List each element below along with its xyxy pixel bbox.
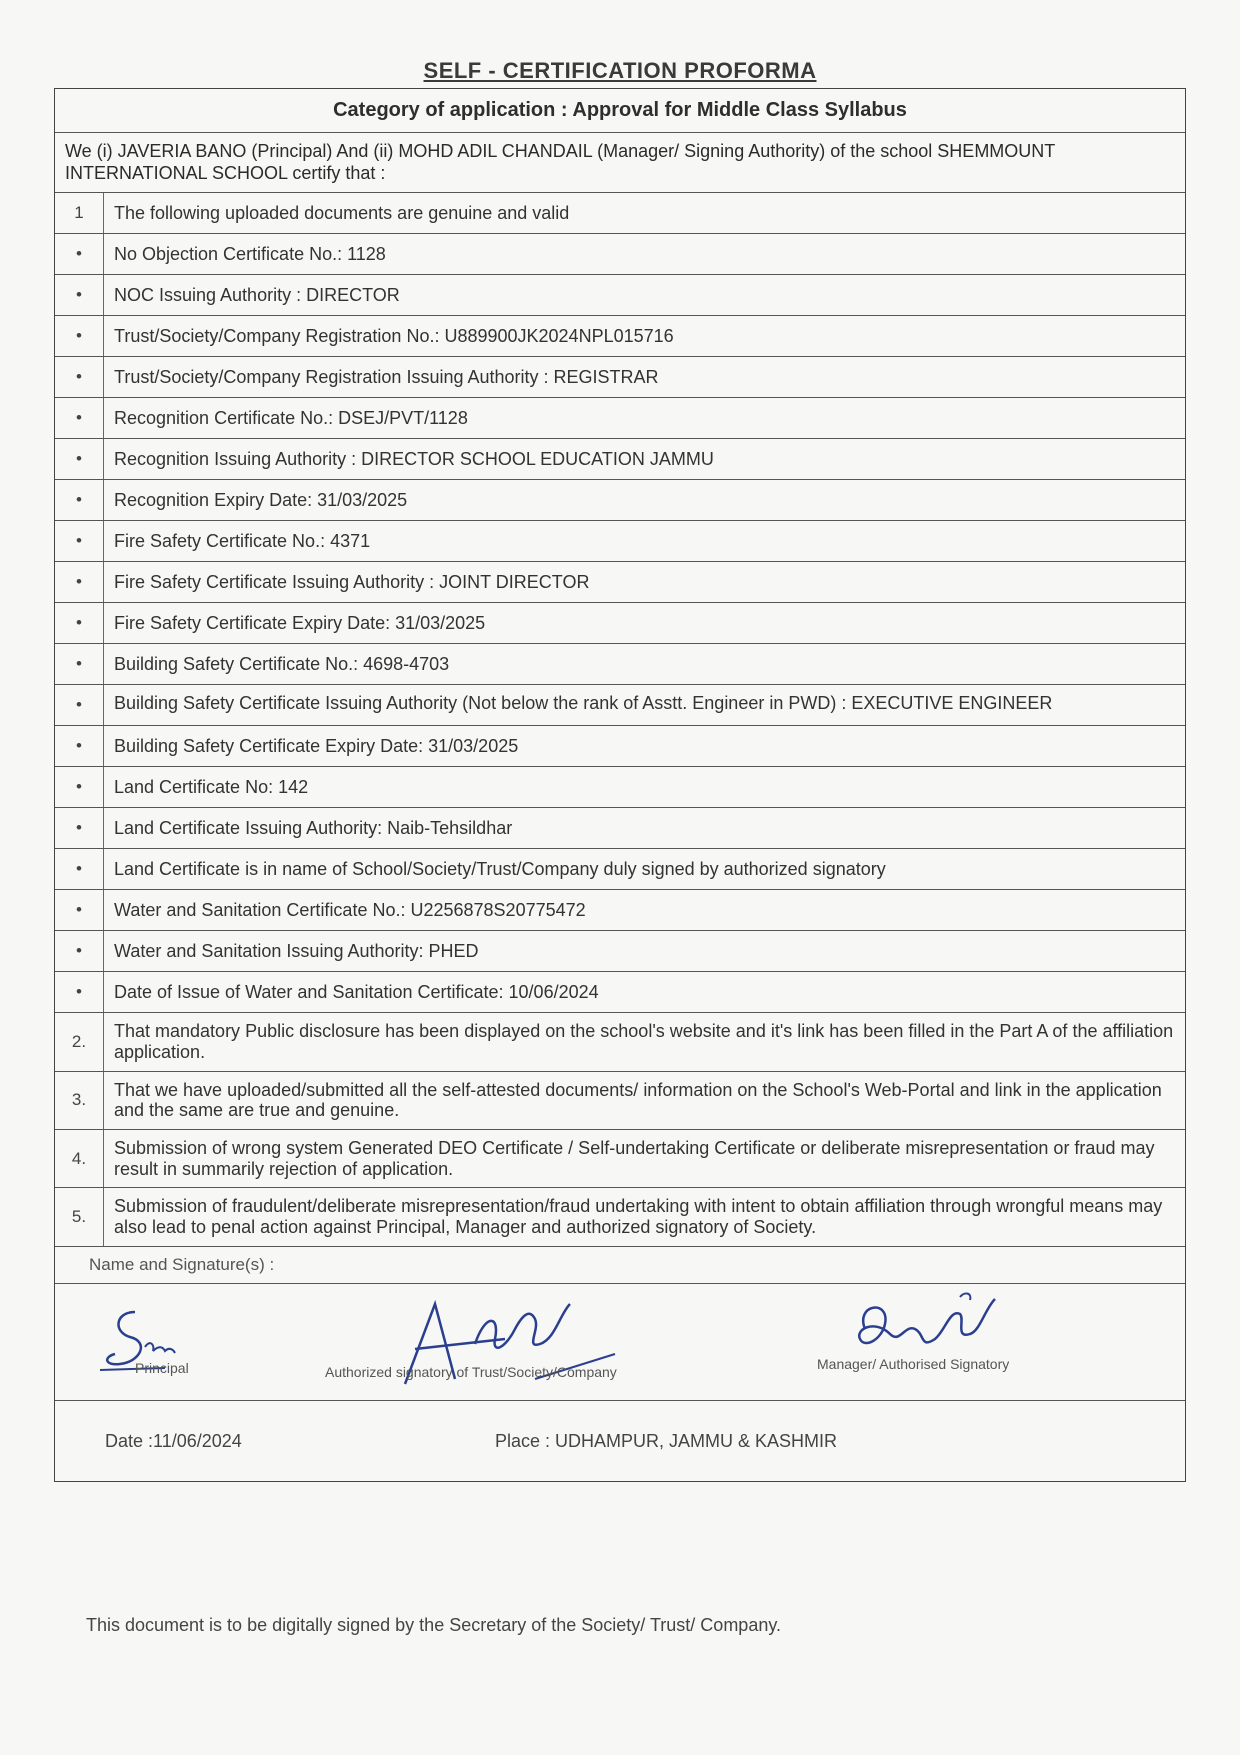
item-number: • — [55, 357, 104, 397]
item-number: • — [55, 890, 104, 930]
item-row — [55, 562, 1185, 603]
item-row — [55, 1013, 1185, 1071]
item-number: 5. — [55, 1188, 104, 1245]
category-heading: Category of application : Approval for Middle Class Syllabus — [333, 99, 907, 121]
item-row — [55, 316, 1185, 357]
item-row — [55, 1072, 1185, 1130]
signature-label-row — [55, 1247, 1185, 1284]
item-text: Building Safety Certificate Expiry Date: 31/03/2025 — [114, 735, 519, 756]
item-number: • — [55, 972, 104, 1012]
item-text: Recognition Certificate No.: DSEJ/PVT/1128 — [114, 407, 468, 428]
item-number: • — [55, 398, 104, 438]
item-number: • — [55, 767, 104, 807]
place-text: Place : UDHAMPUR, JAMMU & KASHMIR — [495, 1431, 838, 1452]
item-row — [55, 972, 1185, 1013]
item-row — [55, 726, 1185, 767]
item-number: • — [55, 275, 104, 315]
item-number: • — [55, 562, 104, 602]
item-text: Submission of fraudulent/deliberate misrepresentation/fraud undertaking with intent to obtain affiliation through wrongful means may also lead to penal action against Principal, Manager and authorized signatory of Society. — [114, 1196, 1163, 1237]
date-place-row — [55, 1401, 1185, 1482]
footer-note: This document is to be digitally signed by the Secretary of the Society/ Trust/ Company. — [86, 1615, 782, 1635]
principal-label: Principal — [135, 1360, 189, 1377]
item-row — [55, 849, 1185, 890]
item-number: • — [55, 726, 104, 766]
item-number: • — [55, 316, 104, 356]
item-row — [55, 1130, 1185, 1188]
item-text: Fire Safety Certificate Issuing Authority : JOINT DIRECTOR — [114, 571, 590, 592]
item-text: Water and Sanitation Certificate No.: U2256878S20775472 — [114, 899, 586, 920]
item-row — [55, 767, 1185, 808]
item-text: That we have uploaded/submitted all the self-attested documents/ information on the School's Web-Portal and link in the application and the same are true and genuine. — [114, 1079, 1162, 1121]
item-text: Building Safety Certificate Issuing Authority (Not below the rank of Asstt. Engineer in PWD) : EXECUTIVE ENGINEER — [114, 693, 1053, 714]
date-text: Date :11/06/2024 — [105, 1431, 242, 1452]
item-row — [55, 644, 1185, 685]
item-text: Fire Safety Certificate No.: 4371 — [114, 530, 371, 551]
item-text: Trust/Society/Company Registration Issuing Authority : REGISTRAR — [114, 366, 659, 387]
item-text: That mandatory Public disclosure has been displayed on the school's website and it's link has been filled in the Part A of the affiliation application. — [114, 1021, 1174, 1062]
item-number: • — [55, 234, 104, 274]
item-number: • — [55, 931, 104, 971]
item-row — [55, 685, 1185, 726]
item-row — [55, 439, 1185, 480]
signature-row — [55, 1284, 1185, 1401]
item-number: • — [55, 439, 104, 479]
item-number: • — [55, 685, 104, 725]
item-number: 2. — [55, 1013, 104, 1070]
item-number: • — [55, 603, 104, 643]
item-row — [55, 931, 1185, 972]
item-text: Water and Sanitation Issuing Authority: PHED — [114, 940, 479, 961]
item-text: The following uploaded documents are genuine and valid — [114, 202, 570, 223]
item-number: 3. — [55, 1072, 104, 1129]
intro-text: We (i) JAVERIA BANO (Principal) And (ii) MOHD ADIL CHANDAIL (Manager/ Signing Authority) of the school SHEMMOUNT INTERNATIONAL SCHOOL certify that : — [65, 141, 1055, 183]
item-row — [55, 275, 1185, 316]
item-number: • — [55, 808, 104, 848]
item-text: Recognition Expiry Date: 31/03/2025 — [114, 489, 408, 510]
signature-label: Name and Signature(s) : — [89, 1254, 275, 1274]
page-title: SELF - CERTIFICATION PROFORMA — [423, 58, 817, 83]
item-number: • — [55, 480, 104, 520]
item-row — [55, 808, 1185, 849]
item-row — [55, 357, 1185, 398]
item-row — [55, 521, 1185, 562]
item-text: Land Certificate is in name of School/Society/Trust/Company duly signed by authorized signatory — [114, 858, 886, 879]
manager-label: Manager/ Authorised Signatory — [817, 1356, 1010, 1373]
item-text: NOC Issuing Authority : DIRECTOR — [114, 284, 400, 305]
item-text: Trust/Society/Company Registration No.: U889900JK2024NPL015716 — [114, 325, 674, 346]
item-row — [55, 1188, 1185, 1246]
item-number: • — [55, 849, 104, 889]
item-text: Land Certificate Issuing Authority: Naib-Tehsildhar — [114, 817, 513, 838]
item-row — [55, 603, 1185, 644]
item-row — [55, 480, 1185, 521]
item-row — [55, 890, 1185, 931]
item-text: Submission of wrong system Generated DEO Certificate / Self-undertaking Certificate or deliberate misrepresentation or fraud may result in summarily rejection of application. — [114, 1137, 1155, 1179]
item-number: 1 — [55, 193, 104, 233]
item-text: Recognition Issuing Authority : DIRECTOR SCHOOL EDUCATION JAMMU — [114, 448, 714, 469]
item-text: Date of Issue of Water and Sanitation Certificate: 10/06/2024 — [114, 981, 599, 1002]
item-text: Land Certificate No: 142 — [114, 776, 309, 797]
category-row — [55, 89, 1185, 133]
item-text: No Objection Certificate No.: 1128 — [114, 243, 386, 264]
intro-row — [55, 133, 1185, 193]
item-number: • — [55, 521, 104, 561]
item-number: • — [55, 644, 104, 684]
item-row — [55, 398, 1185, 439]
item-text: Building Safety Certificate No.: 4698-4703 — [114, 653, 450, 674]
items-list — [55, 193, 1185, 1247]
item-number: 4. — [55, 1130, 104, 1187]
authorized-label: Authorized signatory of Trust/Society/Company — [325, 1364, 617, 1381]
item-row — [55, 234, 1185, 275]
item-text: Fire Safety Certificate Expiry Date: 31/03/2025 — [114, 612, 486, 633]
item-row — [55, 193, 1185, 234]
proforma-table — [54, 88, 1186, 1482]
